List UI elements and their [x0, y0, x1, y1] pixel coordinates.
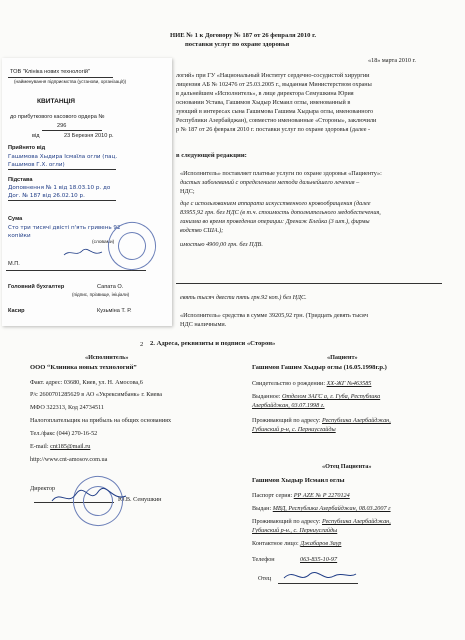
- executor-website[interactable]: http://www.cnt-amosov.com.ua: [30, 456, 108, 463]
- receipt-cashier-name: Кузьміна Т. Р.: [97, 308, 132, 314]
- body-line: евять тысяч двести пять грн.92 коп.) без НДС.: [180, 294, 307, 301]
- contract-header-title: НИЕ № 1 к Договору № 187 от 26 февраля 2010 г.: [170, 32, 316, 39]
- executor-account: Р/с 2600701285629 в АО «Укрексимбанк» г. Киева: [30, 391, 163, 398]
- receipt-date: 23 Березня 2010 р.: [64, 133, 114, 139]
- patient-issued-cont: Азербайджан, 03.07.1998 г.: [252, 402, 325, 409]
- executor-address: Факт. адрес: 03680, Киев, ул. Н. Амосова,6: [30, 379, 143, 386]
- receipt-sign-caption: (підпис, прізвище, ініціали): [72, 292, 130, 297]
- receipt-sum-caption: (словами): [92, 240, 115, 245]
- executor-email: E-mail: cnt185@mail.ru: [30, 443, 91, 450]
- body-line: 83955,92 грн. без НДС (в т.ч. стоимость дополнительного медобеспечения,: [180, 209, 381, 216]
- intro-line: основании Устава, Гашимов Хыдыр Исмаил оглы, именованный в: [176, 99, 351, 106]
- body-line: «Исполнитель» поставляет платные услуги по охране здоровья «Пациенту»:: [180, 170, 382, 177]
- patient-name: Гашимов Гашим Хыдыр оглы (16.05.1998г.р.): [252, 364, 387, 371]
- body-line: дистых заболеваний с определением метода дальнейшего лечения –: [180, 179, 360, 186]
- intro-line: лицензия АБ № 102476 от 25.03.2005 г., выданная Министерством охраны: [176, 81, 372, 88]
- father-heading: «Отец Пациента»: [322, 463, 372, 470]
- body-line: НДС наличными.: [180, 321, 227, 328]
- executor-phone: Тел./факс (044) 270-16-52: [30, 430, 98, 437]
- phone-value: 063-835-10-97: [300, 556, 338, 563]
- patient-heading: «Пациент»: [327, 354, 358, 361]
- receipt-basis-value: Доповнення № 1 від 18.03.10 р. до: [8, 185, 111, 191]
- page-number: 2: [140, 341, 144, 348]
- receipt-date-label: від: [32, 133, 40, 139]
- father-residence-cont: Губинский р-н., с. Перниусгайды: [252, 527, 338, 534]
- receipt-title: КВИТАНЦІЯ: [37, 98, 76, 105]
- section-heading: в следующей редакции:: [176, 152, 247, 159]
- contact-person: Контактное лицо: Джабаров Заур: [252, 540, 342, 547]
- receipt-org: ТОВ "Клініка нових технологій": [10, 69, 90, 75]
- executor-tax: Налогоплательщик на прибыль на общих основаниях: [30, 417, 172, 424]
- cashier-signature: [62, 247, 106, 259]
- receipt-accountant-label: Головний бухгалтер: [8, 284, 65, 290]
- receipt-org-caption: (найменування підприємства (установи, організації)): [14, 79, 127, 84]
- contract-date: «18» марта 2010 г.: [368, 57, 416, 64]
- body-line: ганизма во время проведения операции: Дренаж Блейка (3 шт.), фирмы: [180, 218, 370, 225]
- separator-line: [176, 283, 442, 284]
- cash-receipt: [2, 58, 172, 326]
- executor-heading: «Исполнитель»: [85, 354, 129, 361]
- body-line: водство США.);: [180, 227, 224, 234]
- body-line: дце с использованием аппарата искусственного кровообращения (далее: [180, 200, 371, 207]
- receipt-sum-value: Сто три тисячі двісті п'ять гривень 92: [8, 225, 121, 231]
- executor-email-link[interactable]: cnt185@mail.ru: [50, 443, 91, 450]
- receipt-basis-label: Підстава: [8, 177, 33, 183]
- father-sign-label: Отец: [258, 575, 272, 582]
- director-signature: [50, 486, 130, 508]
- father-name: Гашимов Хыдыр Исмаил оглы: [252, 477, 345, 484]
- receipt-order-label: до прибуткового касового ордера №: [10, 114, 105, 120]
- receipt-cashier-label: Касир: [8, 308, 25, 314]
- receipt-sum-value-cont: копійки: [8, 233, 31, 239]
- body-line: имостью 4900,00 грн. без ПДВ.: [180, 241, 263, 248]
- contract-header-subtitle: поставки услуг по охране здоровья: [185, 41, 290, 48]
- patient-residence: Проживающий по адресу: Республика Азербайджан,: [252, 417, 391, 424]
- director-label: Директор: [30, 485, 56, 492]
- intro-line: в дальнейшем «Исполнитель», в лице директора Семушкина Юрия: [176, 90, 354, 97]
- father-issued: Выдан: МВД, Республика Азербайджан, 08.03.2007 г: [252, 505, 391, 512]
- patient-residence-cont: Губинский р-н, с. Перниусгайды: [252, 426, 336, 433]
- father-signature: [280, 566, 360, 586]
- body-line: «Исполнитель» средства в сумме 39205,92 грн. (Тридцать девять тысяч: [180, 312, 368, 319]
- receipt-received-value: Гашимова Хыдира Ісмаїла огли (пац.: [8, 154, 118, 160]
- receipt-accountant-name: Сапата О.: [97, 284, 124, 290]
- receipt-basis-value-cont: Дог. № 187 від 26.02.10 р.: [8, 193, 85, 199]
- patient-birth-cert: Свидетельство о рождении: XX-ЖГ №463585: [252, 380, 372, 387]
- director-name: Ю.В. Семушкин: [118, 496, 162, 503]
- phone-label: Телефон: [252, 556, 275, 563]
- intro-line: р № 187 от 26 февраля 2010 г. поставки услуг по охране здоровья (далее -: [176, 126, 371, 133]
- section-2-heading: 2. Адреса, реквизиты и подписи «Сторон»: [150, 340, 276, 347]
- intro-line: Республики Азербайджан), совместно именованные «Стороны», заключили: [176, 117, 377, 124]
- patient-issued: Выданное: Отделом ЗАГС а, г. Губа, Республика: [252, 393, 381, 400]
- receipt-received-label: Прийнято від: [8, 145, 46, 151]
- intro-line: зующий в интересах сына Гашимова Гашима Хыдыра оглы, именованного: [176, 108, 374, 115]
- father-passport: Паспорт серия: РР AZE № Р 2270124: [252, 492, 350, 499]
- executor-name: ООО “Клиника новых технологий”: [30, 364, 137, 371]
- executor-mfo: МФО 322313, Код 24734511: [30, 404, 105, 411]
- receipt-mp: М.П.: [8, 261, 20, 267]
- body-line: НДС;: [180, 188, 195, 195]
- receipt-order-number: 296: [57, 123, 67, 129]
- receipt-sum-label: Сума: [8, 216, 23, 222]
- father-residence: Проживающий по адресу: Республика Азербайджан,: [252, 518, 391, 525]
- receipt-received-value-cont: Гашимов Г.Х. огли): [8, 162, 65, 168]
- intro-line: логий» при ГУ «Национальный Институт сердечно-сосудистой хирургии: [176, 72, 370, 79]
